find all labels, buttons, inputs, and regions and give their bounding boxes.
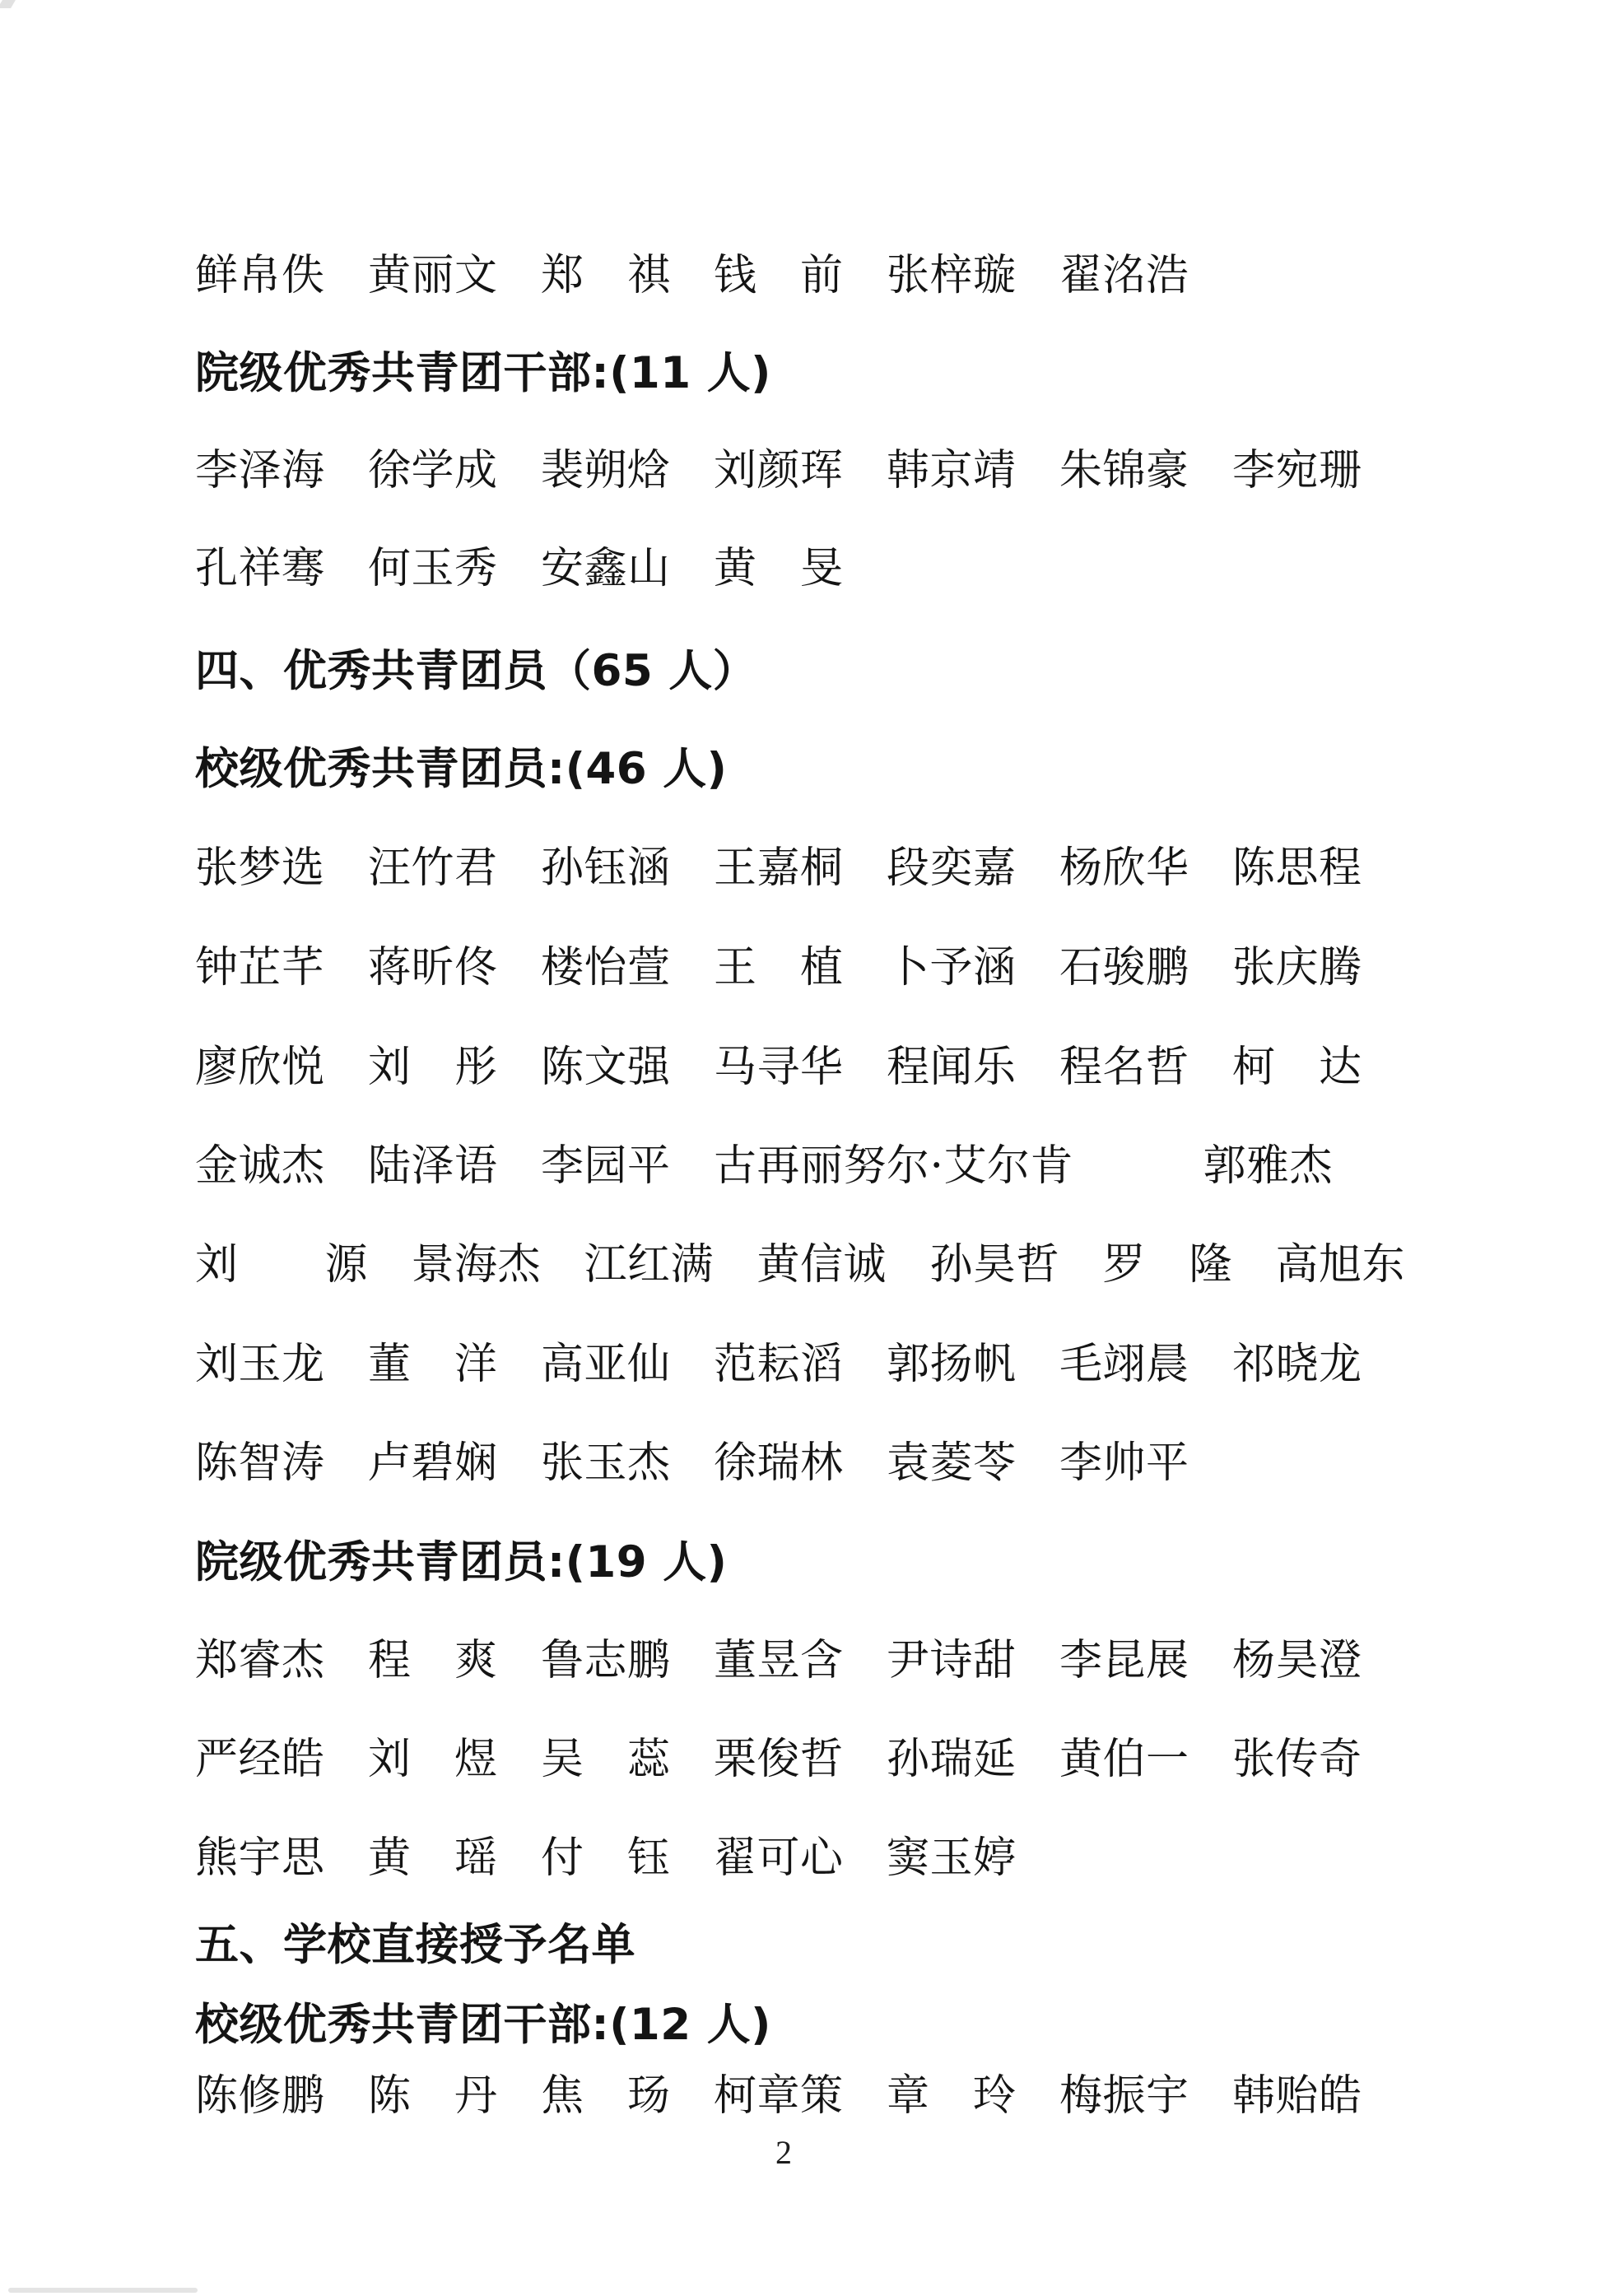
section-heading: 院级优秀共青团员:(19 人) [195,1537,728,1587]
name-list-line: 孔祥骞 何玉秀 安鑫山 黄 旻 [195,544,844,593]
name-list-line: 刘 源 景海杰 江红满 黄信诚 孙昊哲 罗 隆 高旭东 [195,1240,1406,1290]
name-list-line: 李泽海 徐学成 裴朔焓 刘颜珲 韩京靖 朱锦豪 李宛珊 [195,446,1362,495]
section-heading: 校级优秀共青团干部:(12 人) [195,2000,771,2050]
name-list-line: 熊宇思 黄 瑶 付 钰 翟可心 窦玉婷 [195,1834,1017,1883]
name-list-line: 张梦选 汪竹君 孙钰涵 王嘉桐 段奕嘉 杨欣华 陈思程 [195,844,1362,893]
name-list-line: 陈修鹏 陈 丹 焦 玚 柯章策 章 玲 梅振宇 韩贻皓 [195,2071,1362,2121]
name-list-line: 陈智涛 卢碧娴 张玉杰 徐瑞林 袁菱苓 李帅平 [195,1438,1189,1488]
name-list-line: 刘玉龙 董 洋 高亚仙 范耘滔 郭扬帆 毛翊晨 祁晓龙 [195,1340,1362,1389]
name-list-line: 严经皓 刘 煜 吴 蕊 栗俊哲 孙瑞延 黄伯一 张传奇 [195,1735,1362,1784]
section-heading: 四、优秀共青团员（65 人） [195,646,757,696]
name-list-line: 钟芷芊 蒋昕佟 楼怡萱 王 植 卜予涵 石骏鹏 张庆腾 [195,943,1362,992]
section-heading: 校级优秀共青团员:(46 人) [195,744,728,794]
name-list-line: 鲜帛佚 黄丽文 郑 祺 钱 前 张梓璇 翟洺浩 [195,251,1189,300]
section-heading: 五、学校直接授予名单 [195,1920,635,1970]
name-list-line: 廖欣悦 刘 彤 陈文强 马寻华 程闻乐 程名哲 柯 达 [195,1043,1362,1092]
name-list-line: 郑睿杰 程 爽 鲁志鹏 董昱含 尹诗甜 李昆展 杨昊澄 [195,1636,1362,1685]
name-list-line: 金诚杰 陆泽语 李园平 古再丽努尔·艾尔肯 郭雅杰 [195,1141,1334,1191]
section-heading: 院级优秀共青团干部:(11 人) [195,348,771,398]
scan-artifact [8,2288,198,2293]
page-number: 2 [775,2134,792,2171]
